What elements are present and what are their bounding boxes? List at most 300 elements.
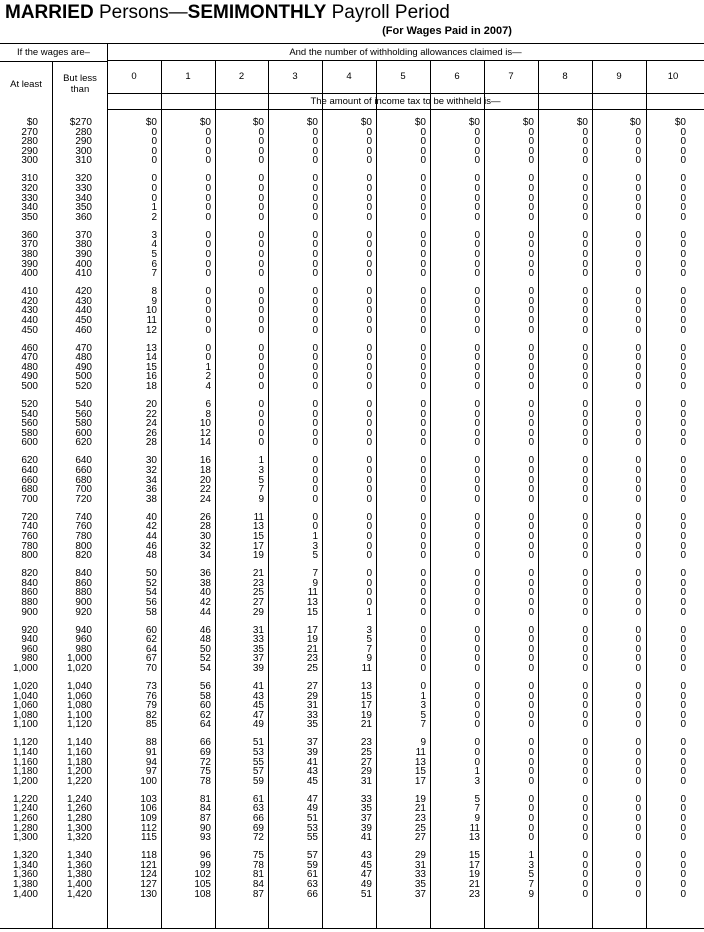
tax-amount-cell: 0 [312,474,318,486]
title-married: MARRIED [5,2,94,23]
tax-amount-cell: 0 [635,700,641,712]
wage-at-least: 1,120 [12,737,38,749]
tax-amount-cell: 0 [635,879,641,890]
tax-amount-cell: 41 [306,756,318,768]
tax-amount-cell: 23 [252,577,264,589]
column-number-rule [107,93,704,94]
tax-amount-cell: 43 [360,850,372,862]
tax-amount-cell: 0 [680,597,686,608]
tax-amount-cell: 0 [582,192,588,204]
wage-but-less-than: 640 [75,455,92,467]
tax-amount-cell: 0 [582,352,588,364]
tax-amount-cell: 57 [306,850,318,862]
tax-amount-cell: 0 [582,606,588,618]
tax-amount-cell: 16 [145,371,157,383]
tax-amount-cell: 0 [635,737,641,749]
tax-amount-cell: 32 [145,465,157,476]
tax-amount-cell: 27 [414,832,426,844]
tax-amount-cell: 5 [528,869,534,881]
wage-at-least: 490 [21,371,38,383]
wage-at-least: 760 [21,531,38,542]
tax-amount-cell: 121 [140,859,157,871]
tax-amount-cell: 0 [474,577,480,589]
tax-amount-cell: 0 [420,418,426,430]
tax-amount-cell: 72 [199,756,211,768]
tax-amount-cell: 33 [414,869,426,881]
tax-amount-cell: 0 [205,249,211,260]
wage-at-least: 860 [21,587,38,599]
tax-amount-cell: 0 [582,643,588,655]
tax-amount-cell: 37 [360,813,372,824]
tax-amount-cell: 24 [145,418,157,430]
tax-amount-cell: 0 [312,268,318,280]
tax-amount-cell: 0 [528,145,534,157]
wage-but-less-than: 320 [75,173,92,185]
tax-amount-cell: 0 [680,229,686,241]
tax-amount-cell: 0 [205,136,211,148]
tax-amount-cell: 0 [474,653,480,665]
tax-amount-cell: 82 [145,709,157,721]
tax-amount-cell: 0 [680,484,686,496]
tax-amount-cell: 45 [306,775,318,787]
tax-amount-cell: 0 [474,268,480,280]
wage-but-less-than: 1,280 [66,813,92,824]
tax-amount-cell: 0 [151,145,157,157]
wage-but-less-than: 820 [75,550,92,562]
tax-amount-cell: 130 [140,888,157,900]
tax-amount-cell: 15 [252,531,264,542]
allowance-column-header: 9 [616,71,622,82]
tax-amount-cell: 0 [680,634,686,646]
wage-but-less-than: 300 [75,145,92,157]
tax-amount-cell: 102 [194,869,211,881]
tax-amount-cell: 0 [680,455,686,467]
tax-amount-cell: 61 [252,793,264,805]
tax-amount-cell: 16 [199,455,211,467]
tax-amount-cell: 0 [528,183,534,194]
tax-amount-cell: 0 [635,587,641,599]
wage-but-less-than: 360 [75,211,92,223]
tax-amount-cell: 0 [528,202,534,214]
tax-amount-cell: 56 [145,597,157,608]
tax-amount-cell: 0 [680,709,686,721]
tax-amount-cell: 0 [635,145,641,157]
tax-amount-cell: 0 [680,747,686,758]
tax-amount-cell: 53 [306,822,318,834]
tax-amount-cell: 0 [420,268,426,280]
tax-amount-cell: 53 [252,747,264,758]
tax-amount-cell: 84 [252,879,264,890]
tax-amount-cell: 20 [199,474,211,486]
tax-amount-cell: 0 [635,531,641,542]
tax-amount-cell: 0 [635,408,641,420]
tax-amount-cell: 0 [528,775,534,787]
tax-amount-cell: 0 [528,342,534,354]
tax-amount-cell: 0 [528,606,534,618]
wage-but-less-than: 1,100 [66,709,92,721]
tax-amount-cell: 0 [366,286,372,298]
tax-amount-cell: 84 [199,803,211,815]
tax-amount-cell: 18 [199,465,211,476]
wage-but-less-than: 420 [75,286,92,298]
wage-at-least: 410 [21,286,38,298]
tax-amount-cell: 0 [258,258,264,270]
tax-amount-cell: 23 [306,653,318,665]
tax-amount-cell: 17 [468,859,480,871]
tax-amount-cell: 0 [528,803,534,815]
tax-amount-cell: 0 [474,690,480,702]
tax-amount-cell: 0 [528,719,534,731]
tax-amount-cell: 31 [360,775,372,787]
tax-amount-cell: 9 [366,653,372,665]
tax-amount-cell: 0 [582,550,588,562]
tax-amount-cell: 43 [306,766,318,778]
tax-amount-cell: 0 [474,663,480,674]
tax-amount-cell: 0 [582,511,588,523]
tax-amount-cell: 0 [474,229,480,241]
tax-amount-cell: 0 [528,577,534,589]
tax-amount-cell: 0 [635,624,641,636]
tax-amount-cell: 0 [205,268,211,280]
tax-amount-cell: 0 [680,249,686,260]
tax-amount-cell: 0 [312,202,318,214]
tax-amount-cell: 0 [582,239,588,251]
wage-but-less-than: 480 [75,352,92,364]
tax-amount-cell: 96 [199,850,211,862]
tax-amount-cell: $0 [306,117,318,128]
tax-amount-cell: 0 [474,136,480,148]
allowance-column-header: 6 [454,71,460,82]
tax-amount-cell: 0 [258,136,264,148]
tax-amount-cell: 0 [420,305,426,317]
tax-amount-cell: 0 [582,427,588,439]
tax-amount-cell: 0 [680,465,686,476]
tax-amount-cell: 35 [252,643,264,655]
tax-amount-cell: 37 [306,737,318,749]
tax-amount-cell: 37 [252,653,264,665]
tax-amount-cell: 0 [528,531,534,542]
tax-amount-cell: 7 [366,643,372,655]
tax-amount-cell: 0 [528,229,534,241]
tax-amount-cell: 0 [582,634,588,646]
tax-amount-cell: 0 [680,690,686,702]
tax-amount-cell: 0 [474,521,480,533]
wage-but-less-than: 1,260 [66,803,92,815]
tax-amount-cell: 0 [420,229,426,241]
wage-at-least: 940 [21,634,38,646]
wage-but-less-than: 1,140 [66,737,92,749]
wage-but-less-than: 1,180 [66,756,92,768]
tax-amount-cell: 0 [528,192,534,204]
tax-amount-cell: 0 [312,493,318,505]
tax-amount-cell: 17 [306,624,318,636]
tax-amount-cell: 0 [582,775,588,787]
tax-amount-cell: 0 [528,418,534,430]
tax-amount-cell: 0 [420,511,426,523]
tax-amount-cell: 6 [151,258,157,270]
tax-amount-cell: 0 [205,258,211,270]
tax-amount-cell: 0 [366,352,372,364]
tax-amount-cell: 64 [145,643,157,655]
tax-amount-cell: 0 [635,568,641,580]
tax-amount-cell: 0 [582,663,588,674]
wage-at-least: 480 [21,361,38,373]
tax-amount-cell: 0 [474,361,480,373]
tax-amount-cell: 0 [680,286,686,298]
tax-amount-cell: 0 [680,832,686,844]
tax-amount-cell: 0 [680,550,686,562]
tax-amount-cell: 0 [420,399,426,410]
tax-amount-cell: 0 [420,239,426,251]
tax-amount-cell: 0 [474,756,480,768]
tax-amount-cell: 0 [312,418,318,430]
tax-amount-cell: 0 [582,268,588,280]
tax-amount-cell: 0 [680,352,686,364]
tax-amount-cell: 0 [474,465,480,476]
tax-amount-cell: 0 [582,484,588,496]
wage-but-less-than: 1,160 [66,747,92,758]
tax-amount-cell: 9 [258,493,264,505]
tax-amount-cell: 127 [140,879,157,890]
tax-amount-cell: 66 [199,737,211,749]
tax-amount-cell: 0 [205,126,211,138]
tax-amount-cell: 0 [528,493,534,505]
tax-amount-cell: 81 [199,793,211,805]
tax-amount-cell: 0 [366,173,372,185]
tax-amount-cell: 0 [635,756,641,768]
tax-amount-cell: 55 [252,756,264,768]
tax-amount-cell: 0 [680,813,686,824]
tax-amount-cell: 0 [635,643,641,655]
tax-amount-cell: 0 [205,352,211,364]
tax-amount-cell: 0 [474,624,480,636]
allowance-column-header: 10 [667,71,679,82]
wage-but-less-than: 390 [75,249,92,260]
tax-amount-cell: 45 [252,700,264,712]
tax-amount-cell: 13 [252,521,264,533]
tax-header-rule [107,109,704,110]
column-divider [268,60,269,928]
tax-amount-cell: 0 [420,587,426,599]
tax-amount-cell: 21 [252,568,264,580]
tax-amount-cell: 0 [258,202,264,214]
tax-amount-cell: 0 [366,531,372,542]
tax-amount-cell: 0 [420,427,426,439]
tax-amount-cell: 0 [582,700,588,712]
tax-amount-cell: 0 [258,249,264,260]
tax-amount-cell: 0 [312,342,318,354]
tax-amount-cell: 0 [474,634,480,646]
tax-amount-cell: 0 [258,408,264,420]
tax-amount-cell: 11 [146,315,157,326]
tax-amount-cell: 0 [528,511,534,523]
column-divider [592,60,593,928]
tax-amount-cell: 0 [366,239,372,251]
tax-amount-cell: 0 [312,239,318,251]
tax-amount-cell: 0 [420,145,426,157]
wage-at-least: 350 [21,211,38,223]
tax-amount-cell: 0 [680,624,686,636]
tax-amount-cell: 0 [635,869,641,881]
wage-at-least: 1,000 [12,663,38,674]
tax-amount-cell: 72 [252,832,264,844]
tax-amount-cell: 0 [312,437,318,449]
tax-amount-cell: $0 [252,117,264,128]
tax-amount-cell: 1 [258,455,264,467]
tax-amount-cell: 0 [635,155,641,167]
tax-amount-cell: 0 [312,249,318,260]
tax-amount-cell: 0 [366,136,372,148]
wage-at-least: 1,280 [12,822,38,834]
tax-amount-cell: 58 [145,606,157,618]
tax-amount-cell: 0 [420,126,426,138]
tax-amount-cell: 0 [366,408,372,420]
tax-amount-cell: 0 [635,239,641,251]
wage-but-less-than: 1,080 [66,700,92,712]
wage-but-less-than: 920 [75,606,92,618]
tax-amount-cell: 0 [366,268,372,280]
wage-at-least: 360 [21,229,38,241]
tax-amount-cell: 0 [582,437,588,449]
tax-amount-cell: 5 [151,249,157,260]
tax-amount-cell: 41 [360,832,372,844]
tax-amount-cell: 0 [582,183,588,194]
tax-amount-cell: 49 [306,803,318,815]
tax-amount-cell: 85 [145,719,157,731]
wage-at-least: 580 [21,427,38,439]
wage-but-less-than: 450 [75,315,92,326]
tax-amount-cell: 0 [680,371,686,383]
tax-amount-cell: 37 [414,888,426,900]
tax-amount-cell: 0 [680,474,686,486]
tax-amount-cell: 0 [312,315,318,326]
tax-amount-cell: 0 [420,681,426,692]
tax-amount-cell: 0 [474,493,480,505]
tax-amount-cell: 0 [582,653,588,665]
wage-but-less-than: 500 [75,371,92,383]
tax-amount-cell: 0 [312,521,318,533]
tax-amount-cell: 0 [258,352,264,364]
tax-amount-cell: 49 [360,879,372,890]
tax-amount-cell: 0 [420,183,426,194]
tax-amount-cell: 0 [312,126,318,138]
tax-amount-cell: 48 [199,634,211,646]
wage-at-least: 920 [21,624,38,636]
tax-amount-cell: 50 [199,643,211,655]
tax-amount-cell: 0 [680,653,686,665]
tax-amount-cell: 0 [258,183,264,194]
tax-amount-cell: 3 [528,859,534,871]
tax-amount-cell: 0 [420,361,426,373]
tax-amount-cell: 17 [252,540,264,552]
tax-amount-cell: 7 [151,268,157,280]
tax-amount-cell: 0 [528,766,534,778]
tax-amount-cell: 38 [145,493,157,505]
tax-amount-cell: 26 [145,427,157,439]
tax-amount-cell: 0 [680,305,686,317]
tax-amount-cell: 0 [635,634,641,646]
tax-amount-cell: 0 [635,381,641,392]
tax-amount-cell: 0 [680,418,686,430]
tax-amount-cell: 88 [145,737,157,749]
tax-amount-cell: 47 [252,709,264,721]
tax-amount-cell: 0 [312,511,318,523]
tax-amount-cell: 0 [528,832,534,844]
tax-amount-cell: 11 [253,511,264,523]
wage-but-less-than: 840 [75,568,92,580]
wage-but-less-than: 540 [75,399,92,410]
allowance-column-header: 7 [508,71,514,82]
tax-amount-cell: 0 [528,399,534,410]
wage-but-less-than: 880 [75,587,92,599]
wage-at-least: 310 [21,173,38,185]
wage-but-less-than: 800 [75,540,92,552]
tax-amount-cell: 90 [199,822,211,834]
tax-amount-cell: 35 [414,879,426,890]
tax-amount-cell: 5 [366,634,372,646]
tax-amount-cell: 33 [360,793,372,805]
wage-at-least: 960 [21,643,38,655]
tax-amount-cell: 0 [366,597,372,608]
tax-amount-cell: 0 [420,211,426,223]
tax-amount-cell: 0 [258,229,264,241]
tax-amount-cell: 0 [151,192,157,204]
tax-amount-cell: 21 [360,719,372,731]
tax-amount-cell: 69 [252,822,264,834]
tax-amount-cell: $0 [145,117,157,128]
tax-amount-cell: $0 [468,117,480,128]
tax-amount-cell: 0 [151,183,157,194]
tax-amount-cell: 106 [140,803,157,815]
tax-amount-cell: 0 [635,126,641,138]
tax-amount-cell: 0 [528,408,534,420]
tax-amount-cell: 0 [582,879,588,890]
tax-amount-cell: 7 [258,484,264,496]
tax-amount-cell: 0 [680,211,686,223]
tax-amount-cell: 3 [151,229,157,241]
tax-amount-cell: 79 [145,700,157,712]
tax-amount-cell: 0 [366,249,372,260]
tax-amount-cell: 0 [635,511,641,523]
tax-amount-cell: 0 [680,587,686,599]
tax-amount-cell: $0 [674,117,686,128]
tax-amount-cell: 0 [366,192,372,204]
tax-amount-cell: 0 [258,371,264,383]
tax-amount-cell: 124 [140,869,157,881]
tax-amount-cell: 0 [680,663,686,674]
tax-amount-cell: 0 [680,775,686,787]
tax-amount-cell: 0 [420,371,426,383]
tax-amount-cell: 62 [199,709,211,721]
wage-but-less-than: 310 [75,155,92,167]
tax-amount-cell: 0 [258,427,264,439]
tax-amount-cell: 0 [680,756,686,768]
allowances-label: And the number of withholding allowances claimed is— [289,47,522,58]
wage-at-least: 1,320 [12,850,38,862]
tax-amount-cell: 0 [582,690,588,702]
tax-amount-cell: 0 [582,521,588,533]
wage-at-least: $0 [26,117,38,128]
tax-amount-cell: 0 [258,192,264,204]
tax-amount-cell: 3 [474,775,480,787]
tax-amount-cell: 97 [145,766,157,778]
tax-amount-cell: 22 [199,484,211,496]
tax-amount-cell: 0 [528,540,534,552]
tax-amount-cell: 0 [680,511,686,523]
tax-amount-cell: 0 [474,192,480,204]
tax-amount-cell: 1 [528,850,534,862]
tax-amount-cell: 0 [205,229,211,241]
